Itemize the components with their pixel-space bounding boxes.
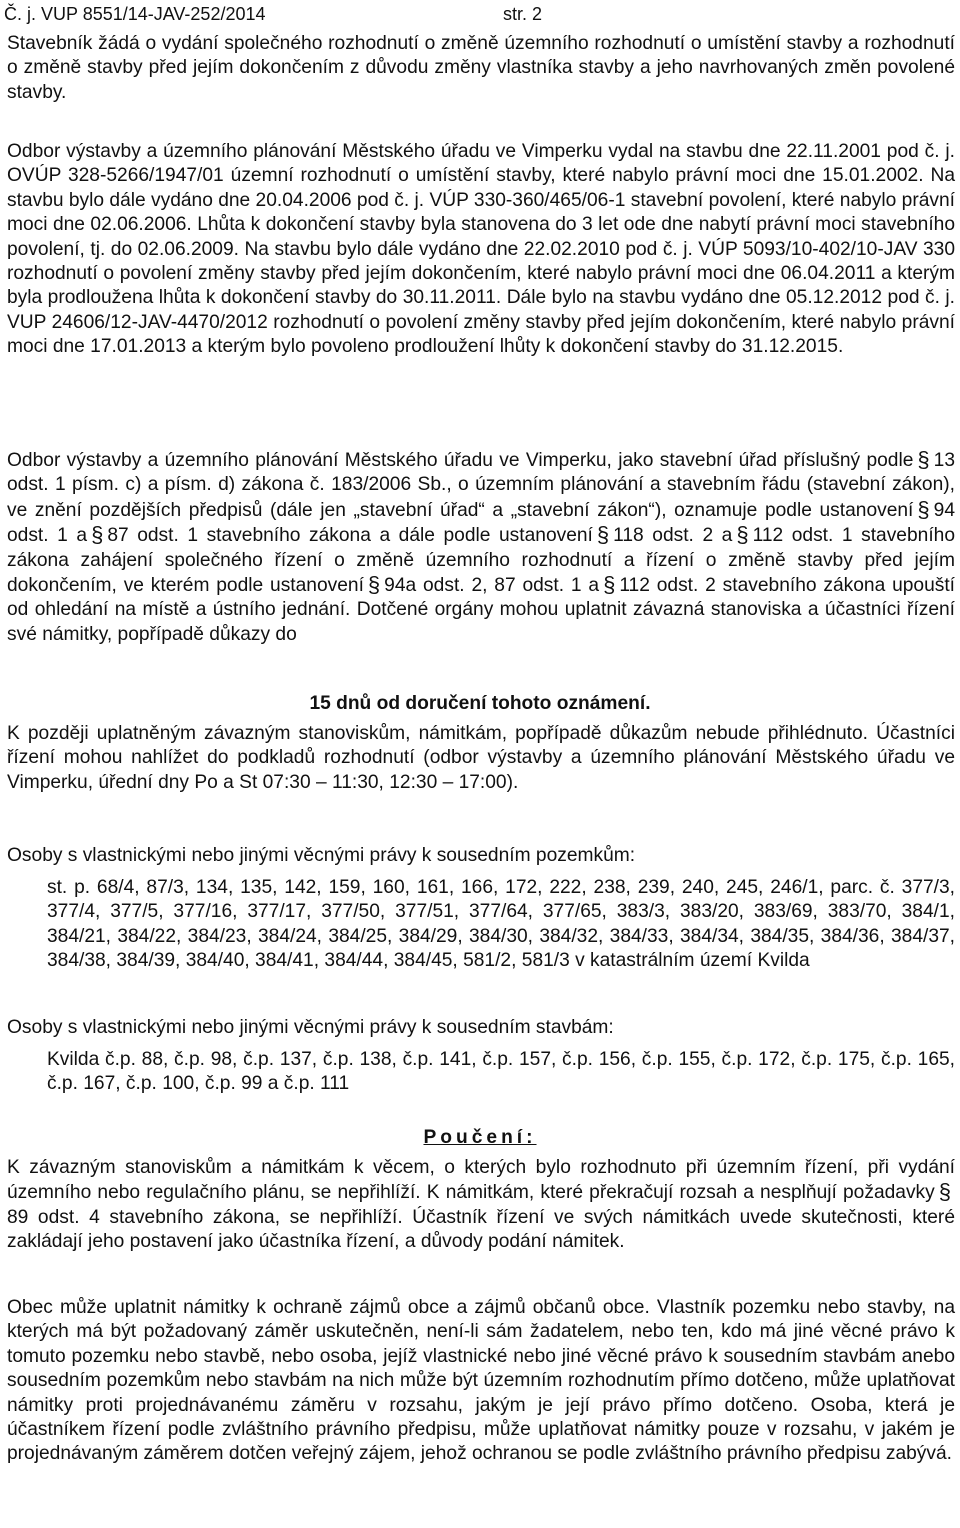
section-symbol-icon: § (938, 1179, 951, 1205)
paragraph-history: Odbor výstavby a územního plánování Městského úřadu ve Vimperku vydal na stavbu dne 22.11.2001 pod č. j. OVÚP 328-5266/1947/01 územní rozhodnutí o umístění stavby, které nabylo právní moci dne 15.01.2002. Na stavbu bylo dále vydáno dne 20.04.2006 pod č. j. VÚP 330-360/465/06-1 stavební povolení, které nabylo právní moci dne 02.06.2006. Lhůta k dokončení stavby byla stanovena do 3 let ode dne nabytí právní moci stavebního povolení, tj. do 02.06.2009. Na stavbu bylo dále vydáno dne 22.02.2010 pod č. j. VÚP 5093/10-402/10-JAV 330 rozhodnutí o povolení změny stavby před jejím dokončením, které nabylo právní moci dne 06.04.2011 a kterým byla prodloužena lhůta k dokončení stavby do 30.11.2011. Dále bylo na stavbu vydáno dne 05.12.2012 pod č. j. VUP 24606/12-JAV-4470/2012 rozhodnutí o povolení změny stavby před jejím dokončením, které nabylo právní moci dne 17.01.2013 a kterým bylo povoleno prodloužení lhůty k dokončení stavby do 31.12.2015. (7, 141, 955, 358)
section-symbol-icon: § (596, 522, 610, 548)
instructions-text-2: 89 odst. 4 stavebního zákona, se nepřihlíží. Účastník řízení ve svých námitkách uvede skutečnosti, které zakládají jeho postavení jako účastníka řízení, a důvody podání námitek. (7, 1206, 955, 1253)
section-symbol-icon: § (91, 522, 104, 548)
paragraph-announcement (7, 448, 955, 647)
announcement-text-1: Odbor výstavby a územního plánování Městského úřadu ve Vimperku, jako stavební úřad příslušný podle (7, 450, 914, 471)
paragraph-municipality-rights: Obec může uplatnit námitky k ochraně zájmů obce a zájmů občanů obce. Vlastník pozemku nebo stavby, na kterých má být požadovaný záměr uskutečněn, není-li sám žadatelem, nebo ten, kdo má jiné věcné právo k tomuto pozemku nebo stavbě, nebo osoba, jejíž vlastnické nebo jiné věcné právo k sousedním stavbám anebo sousedním pozemkům nebo stavbám na nich může být územním rozhodnutím přímo dotčeno, může uplatňovat námitky proti projednávanému záměru v rozsahu, jakým je její právo přímo dotčeno. Osoba, která je účastníkem řízení podle zvláštního právního předpisu, může uplatňovat námitky pouze v rozsahu, v jakém je projednávaným záměrem dotčen veřejný zájem, jehož ochranou se podle zvláštního právního předpisu zabývá. (7, 1297, 955, 1465)
announcement-text-6: 112 odst. 1 stavebního zákona zahájení společného řízení o změně územního rozhodnutí a řízení o změně stavby před jejím dokončením, ve kterém podle ustanovení (7, 525, 955, 597)
page-number: str. 2 (503, 4, 543, 24)
paragraph-request: Stavebník žádá o vydání společného rozhodnutí o změně územního rozhodnutí o umístění stavby a rozhodnutí o změně stavby před jejím dokončením z důvodu změny vlastníka stavby a jeho navrhovaných změn povolené stavby. (7, 33, 955, 103)
announcement-text-2: 13 odst. 1 písm. c) a písm. d) zákona č. 183/2006 Sb., o územním plánování a stavebním řádu (stavební zákon), ve znění pozdějších předpisů (dále jen „stavební úřad“ a „stavební zákon“), oznamuje podle ustanovení (7, 450, 955, 521)
section-symbol-icon: § (917, 447, 930, 472)
neighbouring-land-owners-title: Osoby s vlastnickými nebo jinými věcnými právy k sousedním pozemkům: (7, 845, 636, 866)
neighbouring-building-owners-title: Osoby s vlastnickými nebo jinými věcnými právy k sousedním stavbám: (7, 1017, 614, 1038)
announcement-text-5: 118 odst. 2 a (613, 525, 733, 547)
announcement-text-3: 94 odst. 1 a (7, 499, 955, 547)
announcement-text-4: 87 odst. 1 stavebního zákona a dále podle ustanovení (107, 525, 593, 547)
section-symbol-icon: § (603, 572, 616, 598)
neighbouring-buildings-list: Kvilda č.p. 88, č.p. 98, č.p. 137, č.p. 138, č.p. 141, č.p. 157, č.p. 156, č.p. 155, č.p. 172, č.p. 175, č.p. 165, č.p. 167, č.p. 100, č.p. 99 a č.p. 111 (47, 1049, 955, 1095)
deadline-notice: 15 dnů od doručení tohoto oznámení. (309, 693, 651, 714)
section-symbol-icon: § (367, 572, 381, 598)
announcement-text-7: 94a odst. 2, 87 odst. 1 a (384, 575, 600, 597)
reference-number: Č. j. VUP 8551/14-JAV-252/2014 (4, 4, 266, 24)
announcement-text-8: 112 odst. 2 stavebního zákona upouští od ohledání na místě a ústního jednání. Dotčené orgány mohou uplatnit závazná stanoviska a účastníci řízení své námitky, popřípadě důkazy do (7, 575, 956, 645)
instructions-heading-text: Poučení: (423, 1127, 537, 1148)
paragraph-late-objections: K později uplatněným závazným stanoviskům, námitkám, popřípadě důkazům nebude přihlédnuto. Účastníci řízení mohou nahlížet do podkladů rozhodnutí (odbor výstavby a územního plánování Městského úřadu ve Vimperku, úřední dny Po a St 07:30 – 11:30, 12:30 – 17:00). (7, 723, 955, 793)
instructions-text-1: K závazným stanoviskům a námitkám k věcem, o kterých bylo rozhodnuto při územním řízení, při vydání územního nebo regulačního plánu, se nepřihlíží. K námitkám, které překračují rozsah a nesplňují požadavky (7, 1157, 955, 1204)
instructions-heading (0, 1126, 960, 1150)
section-symbol-icon: § (917, 496, 930, 522)
section-symbol-icon: § (736, 522, 749, 548)
neighbouring-land-parcels-list: st. p. 68/4, 87/3, 134, 135, 142, 159, 160, 161, 166, 172, 222, 238, 239, 240, 245, 246/1, parc. č. 377/3, 377/4, 377/5, 377/16, 377/17, 377/50, 377/51, 377/64, 377/65, 383/3, 383/20, 383/69, 383/70, 384/1, 384/21, 384/22, 384/23, 384/24, 384/25, 384/29, 384/30, 384/32, 384/33, 384/34, 384/35, 384/36, 384/37, 384/38, 384/39, 384/40, 384/41, 384/44, 384/45, 581/2, 581/3 v katastrálním území Kvilda (47, 877, 955, 972)
paragraph-instructions (7, 1156, 955, 1255)
